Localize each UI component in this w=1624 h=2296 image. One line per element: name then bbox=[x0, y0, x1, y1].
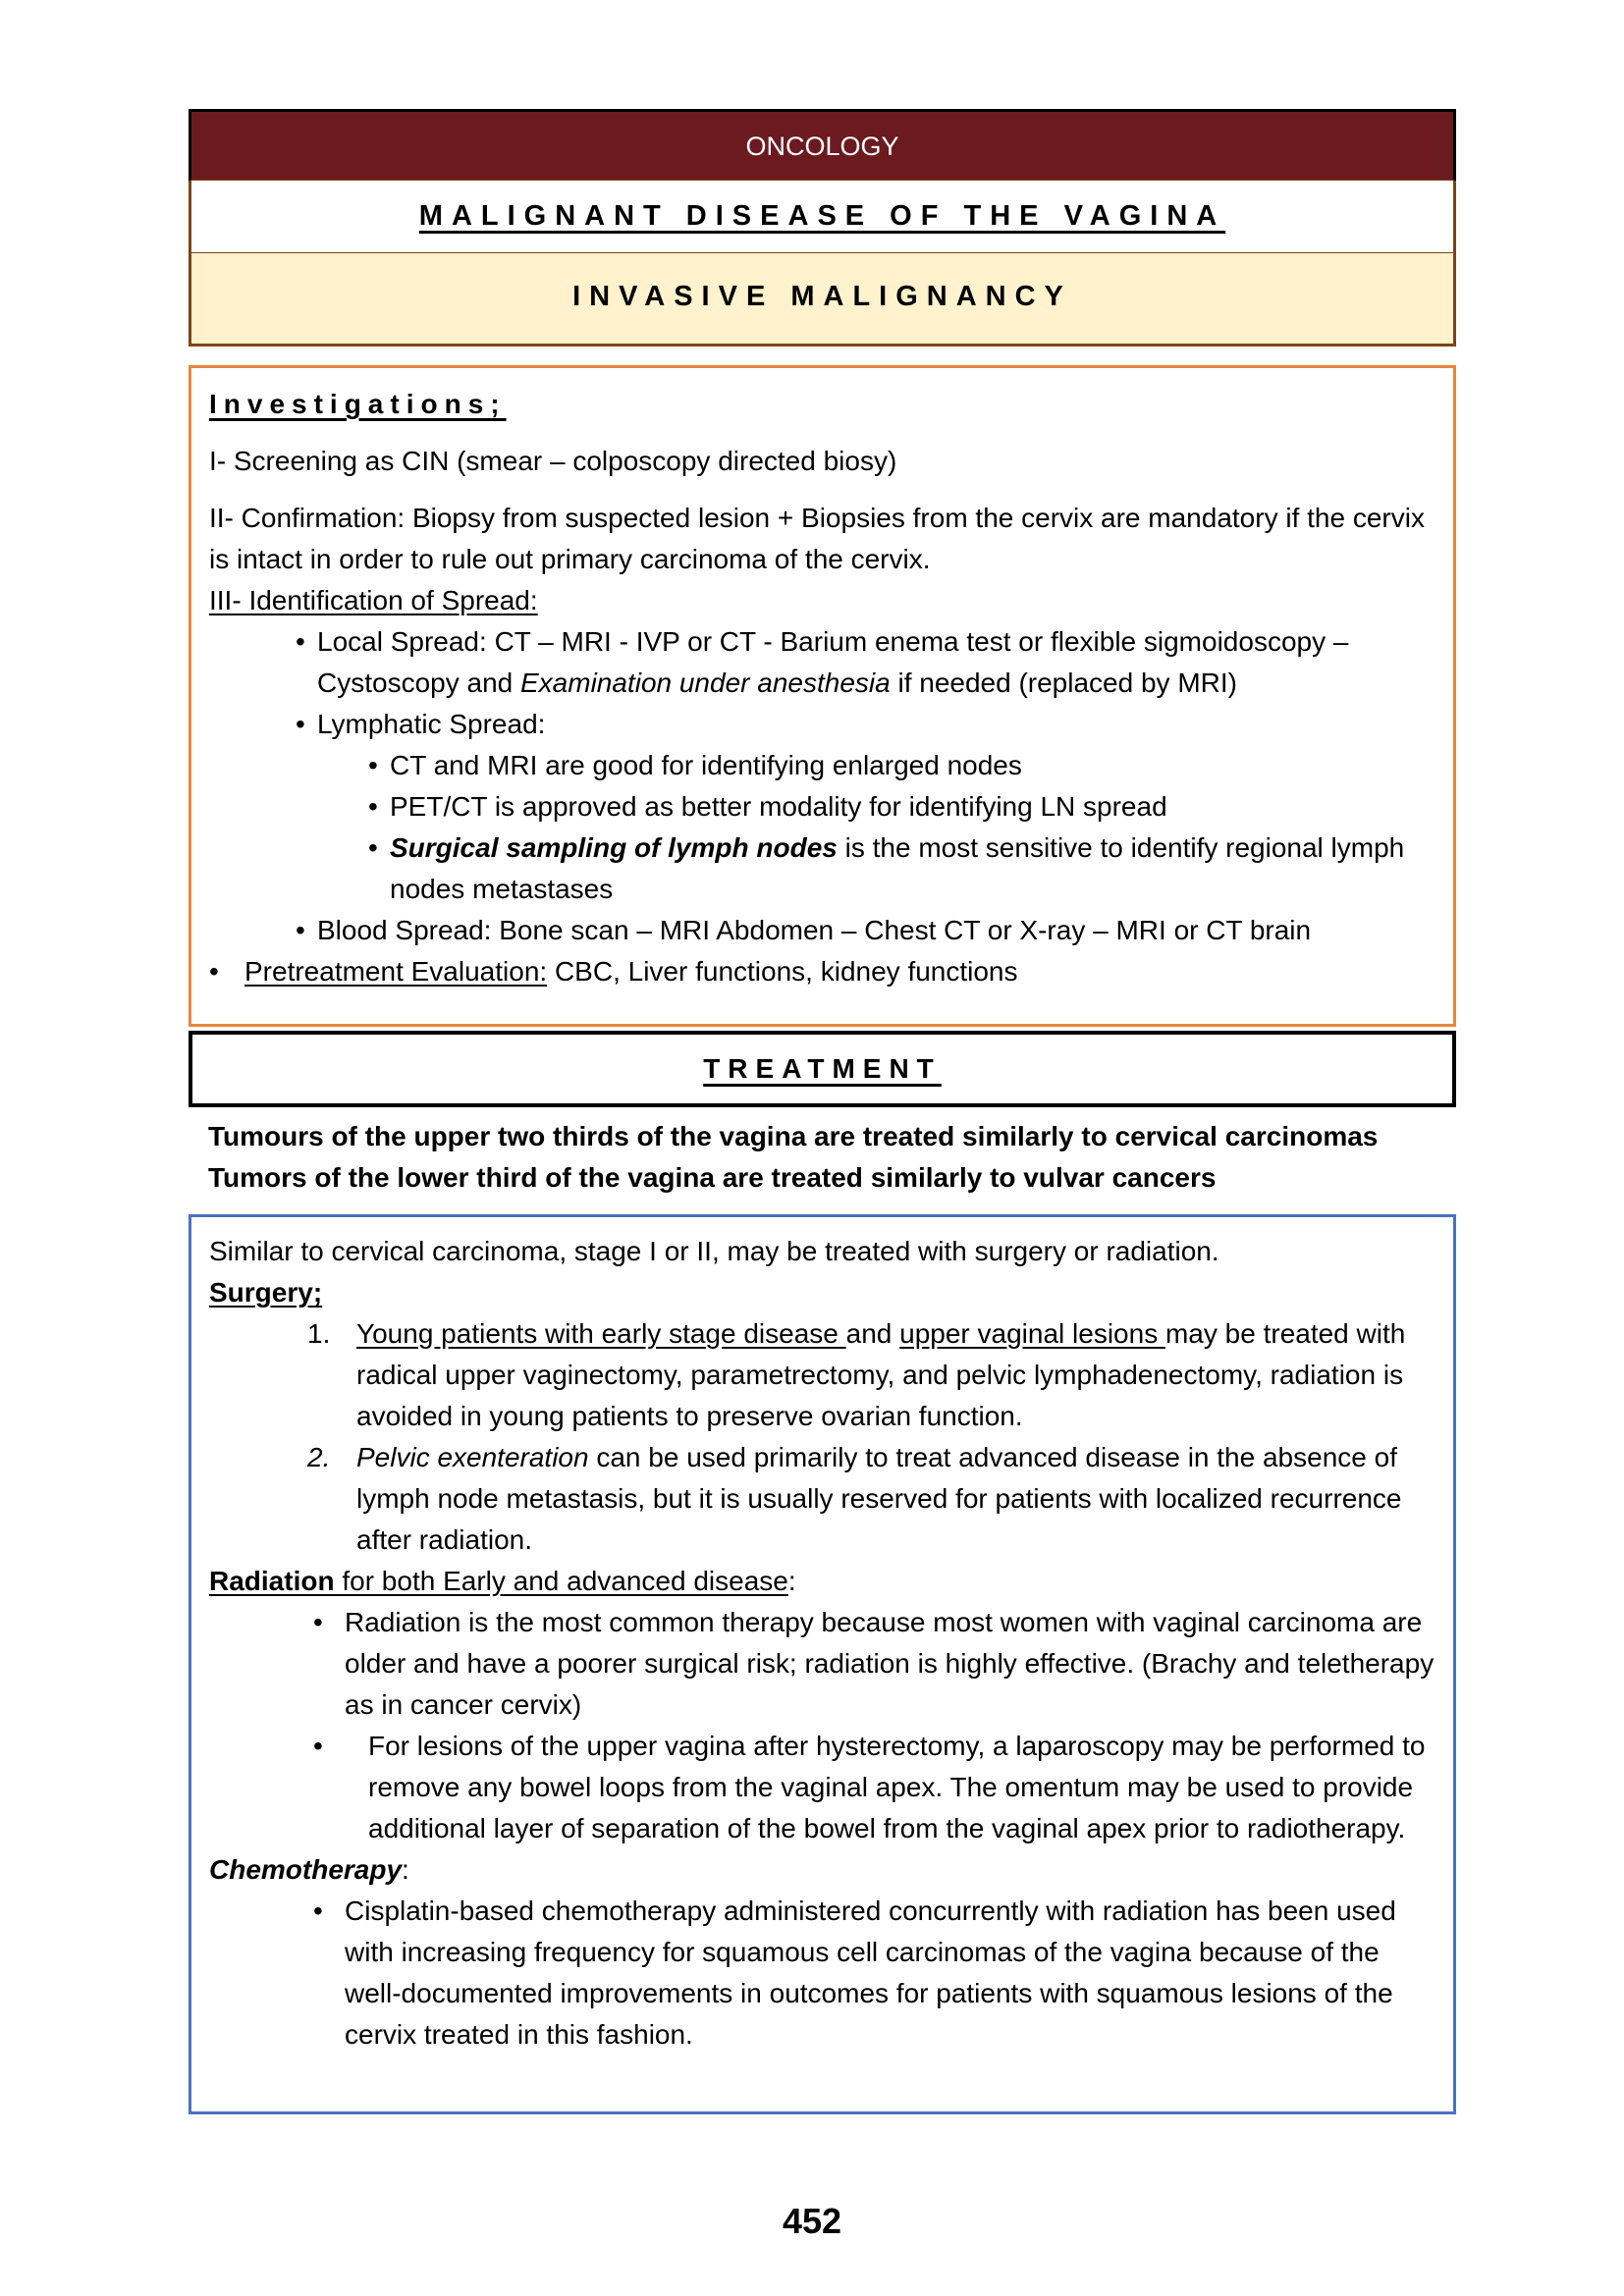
screening-text: I- Screening as CIN (smear – colposcopy directed biosy) bbox=[209, 446, 897, 476]
treatment-heading: TREATMENT bbox=[703, 1053, 942, 1084]
bullet-icon: • bbox=[296, 709, 305, 739]
subtitle-band bbox=[189, 253, 1456, 347]
list-item-surgery-2: 2. Pelvic exenteration can be used primarily to treat advanced disease in the absence of lymph node metastasis, but it is usually reserved for patients with localized recurrence after radiation. bbox=[209, 1437, 1435, 1561]
bullet-icon: • bbox=[368, 750, 378, 780]
list-item: • Cisplatin-based chemotherapy administered concurrently with radiation has been used with increasing frequency for squamous cell carcinomas of the vagina because of the well-documented improvements in outcomes for patients with squamous lesions of the cervix treated in this fashion. bbox=[209, 1891, 1435, 2056]
list-item-blood-spread: • Blood Spread: Bone scan – MRI Abdomen – Chest CT or X-ray – MRI or CT brain bbox=[209, 910, 1435, 951]
list-item-pretreatment: • Pretreatment Evaluation: CBC, Liver functions, kidney functions bbox=[209, 951, 1435, 992]
spread-list bbox=[209, 621, 1435, 992]
investigations-box bbox=[189, 365, 1456, 1027]
radiation-list bbox=[209, 1602, 1435, 1849]
treatment-box bbox=[189, 1214, 1456, 2114]
list-item: • CT and MRI are good for identifying enlarged nodes bbox=[209, 745, 1435, 786]
list-number: 1. bbox=[307, 1318, 331, 1349]
spread-heading: III- Identification of Spread: bbox=[209, 585, 538, 615]
emphasis: Pelvic exenteration bbox=[356, 1442, 589, 1472]
chemotherapy-list bbox=[209, 1891, 1435, 2056]
list-number: 2. bbox=[307, 1442, 331, 1472]
list-item-surgery-1: 1. Young patients with early stage disease and upper vaginal lesions may be treated with radical upper vaginectomy, parametrectomy, and pelvic lymphadenectomy, radiation is avoided in young patients to preserve ovarian function. bbox=[209, 1313, 1435, 1437]
surgery-heading: Surgery; bbox=[209, 1277, 323, 1308]
bullet-icon: • bbox=[368, 832, 378, 863]
confirmation-text: II- Confirmation: Biopsy from suspected lesion + Biopsies from the cervix are mandatory if the cervix is intact in order to rule out primary carcinoma of the cervix. bbox=[209, 503, 1425, 574]
emphasis: Examination under anesthesia bbox=[520, 667, 891, 698]
chapter-title: MALIGNANT DISEASE OF THE VAGINA bbox=[418, 200, 1226, 232]
list-item-lymphatic-spread: • Lymphatic Spread: bbox=[209, 704, 1435, 745]
chemotherapy-heading: Chemotherapy: bbox=[209, 1854, 409, 1885]
radiation-heading: Radiation for both Early and advanced disease: bbox=[209, 1566, 796, 1596]
bullet-icon: • bbox=[313, 1896, 323, 1926]
chapter-subtitle: INVASIVE MALIGNANCY bbox=[572, 281, 1072, 312]
emphasis: Surgical sampling of lymph nodes bbox=[390, 832, 838, 863]
treatment-summary bbox=[208, 1116, 1465, 1199]
section-label: ONCOLOGY bbox=[745, 132, 899, 161]
summary-line: Tumours of the upper two thirds of the vagina are treated similarly to cervical carcinomas bbox=[208, 1121, 1379, 1151]
section-band bbox=[189, 109, 1456, 183]
bullet-icon: • bbox=[313, 1607, 323, 1637]
list-item: • PET/CT is approved as better modality for identifying LN spread bbox=[209, 786, 1435, 828]
chapter-title-band bbox=[189, 181, 1456, 255]
list-item: • For lesions of the upper vagina after hysterectomy, a laparoscopy may be performed to remove any bowel loops from the vaginal apex. The omentum may be used to provide additional layer of separation of the bowel from the vaginal apex prior to radiotherapy. bbox=[209, 1726, 1435, 1849]
page-number: 452 bbox=[782, 2201, 842, 2241]
bullet-icon: • bbox=[296, 626, 305, 657]
summary-line: Tumors of the lower third of the vagina are treated similarly to vulvar cancers bbox=[208, 1162, 1217, 1193]
bullet-icon: • bbox=[209, 956, 219, 987]
surgery-list bbox=[209, 1313, 1435, 1561]
list-item-local-spread: • Local Spread: CT – MRI - IVP or CT - Barium enema test or flexible sigmoidoscopy – Cystoscopy and Examination under anesthesia if needed (replaced by MRI) bbox=[209, 621, 1435, 704]
investigations-heading: Investigations; bbox=[209, 389, 507, 419]
list-item: • Radiation is the most common therapy because most women with vaginal carcinoma are older and have a poorer surgical risk; radiation is highly effective. (Brachy and teletherapy as in cancer cervix) bbox=[209, 1602, 1435, 1726]
bullet-icon: • bbox=[296, 915, 305, 945]
bullet-icon: • bbox=[313, 1731, 323, 1761]
bullet-icon: • bbox=[368, 791, 378, 822]
treatment-heading-box bbox=[189, 1031, 1456, 1107]
list-item: • Surgical sampling of lymph nodes is the most sensitive to identify regional lymph nodes metastases bbox=[209, 828, 1435, 910]
treatment-intro: Similar to cervical carcinoma, stage I or II, may be treated with surgery or radiation. bbox=[209, 1236, 1219, 1266]
